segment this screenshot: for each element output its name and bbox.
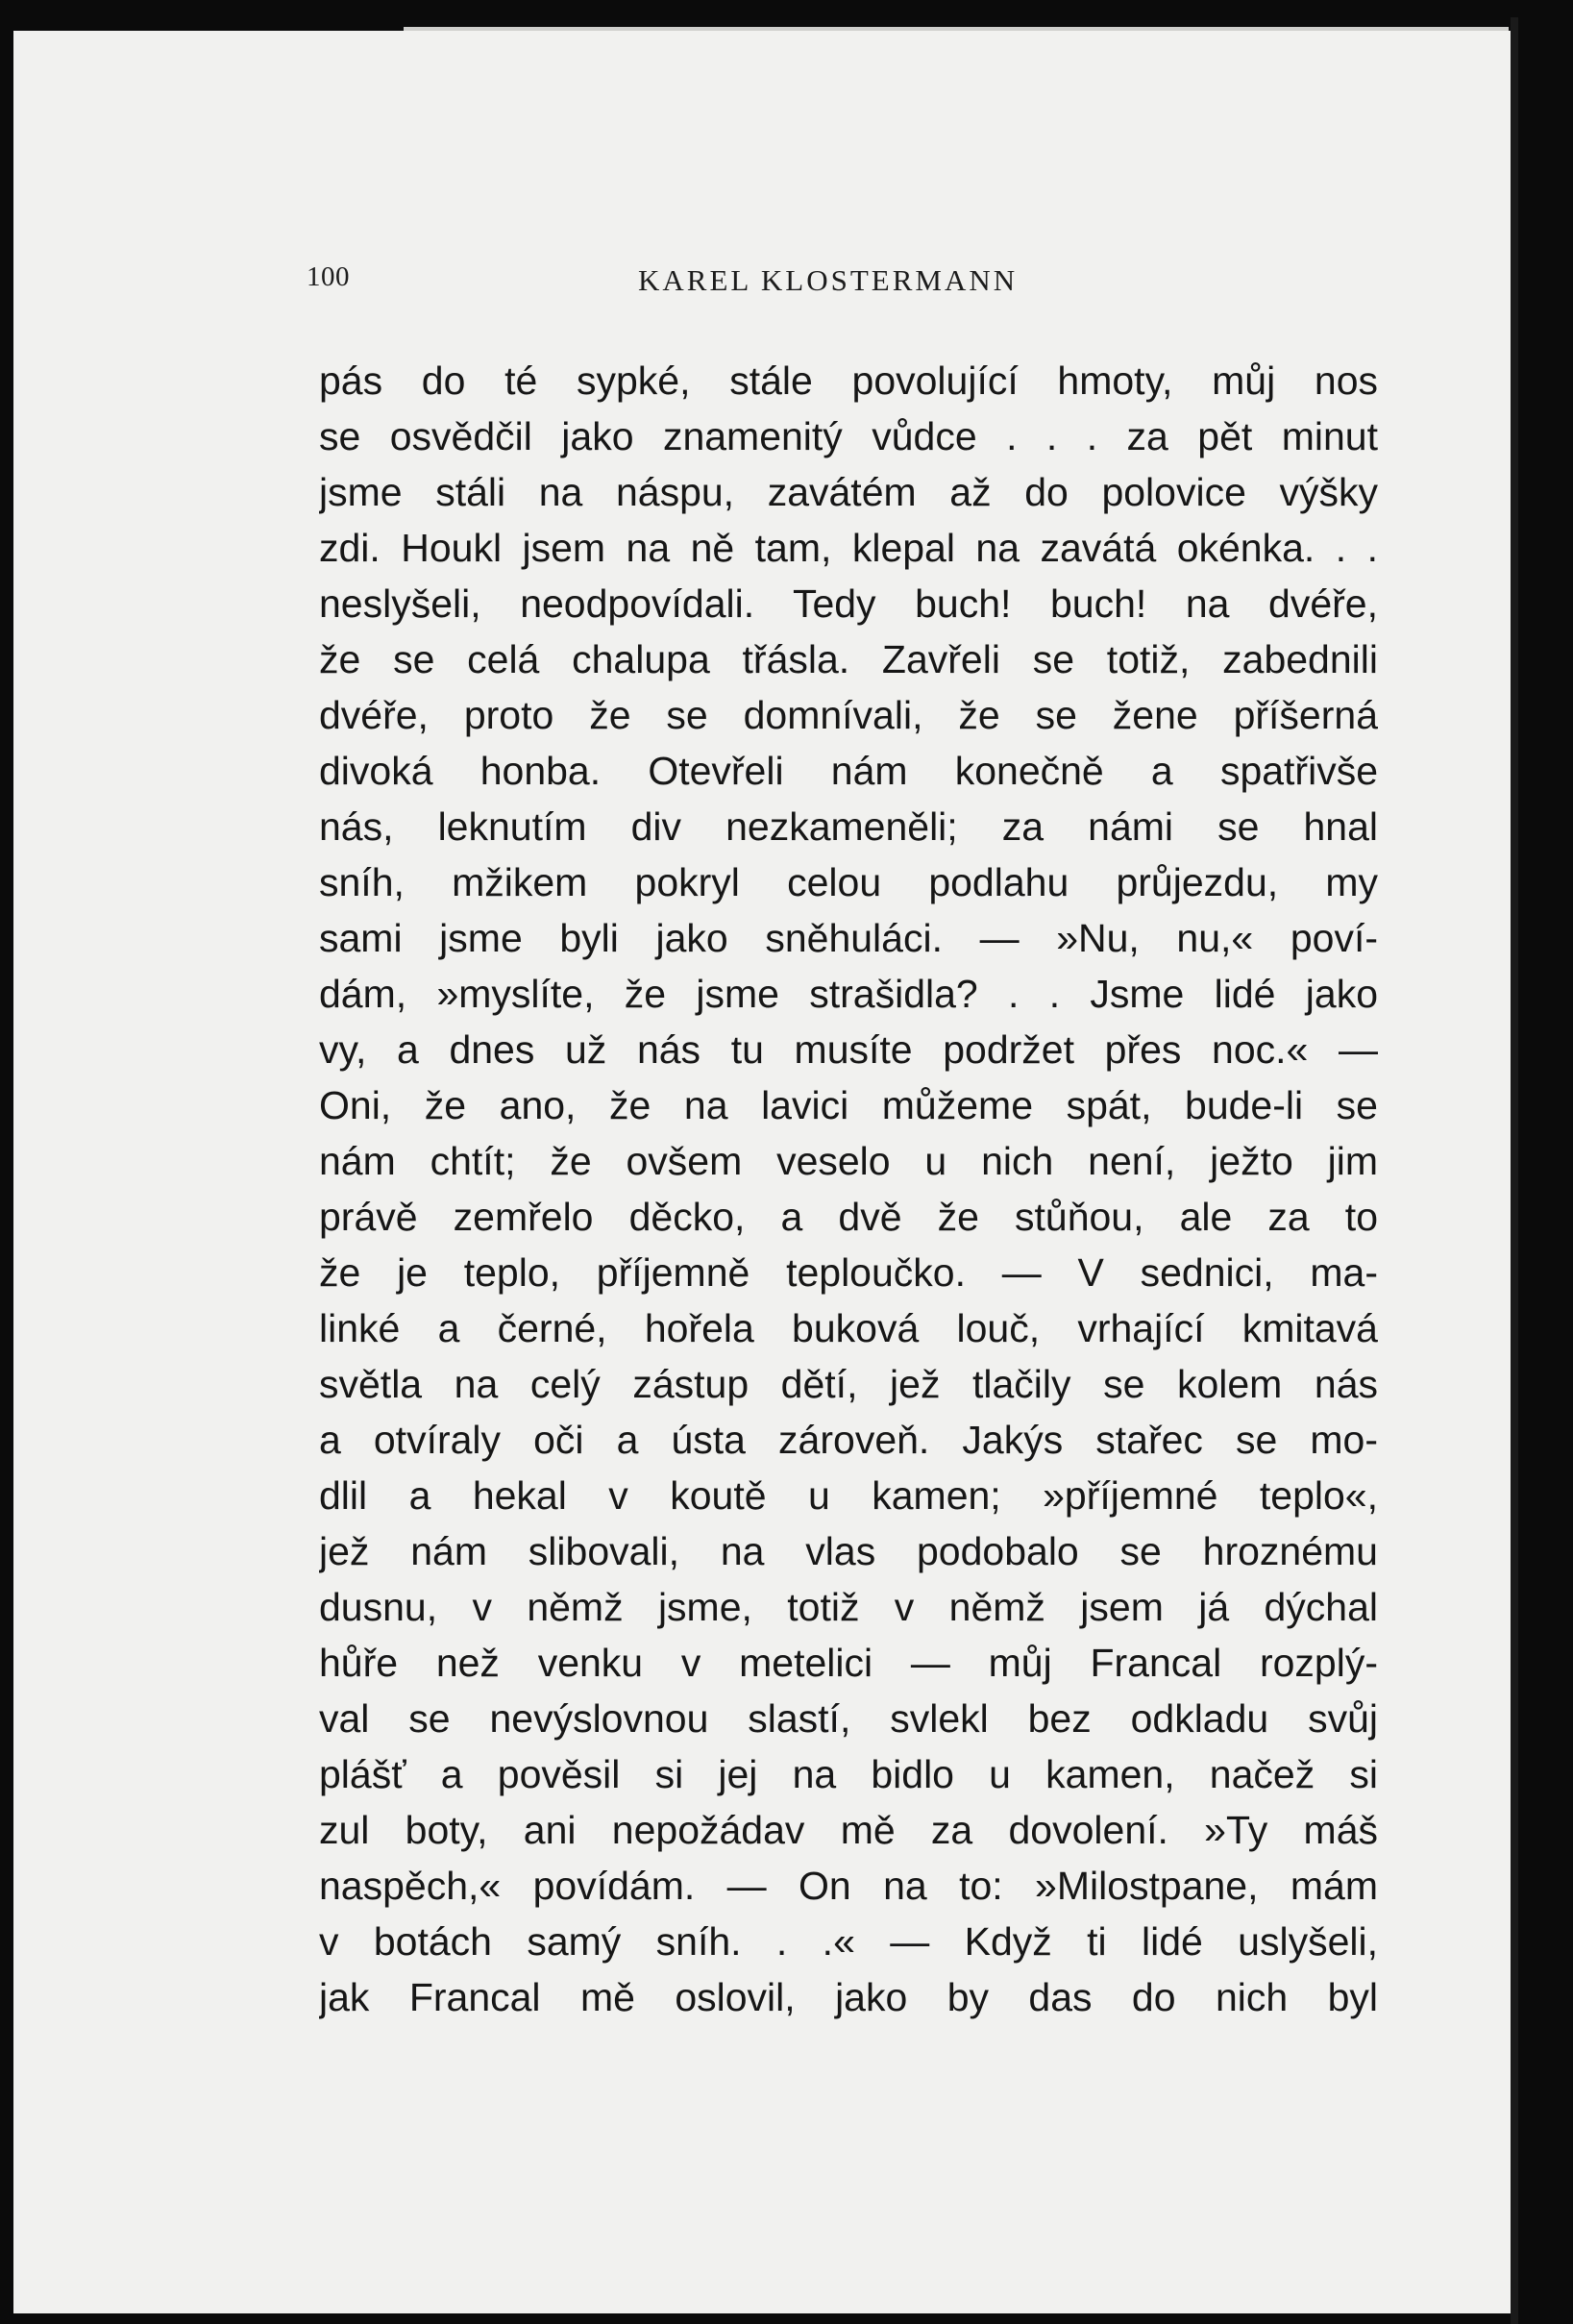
- text-line: sníh, mžikem pokryl celou podlahu průjezdu, my: [319, 860, 1378, 904]
- text-line: dlil a hekal v koutě u kamen; »příjemné teplo«,: [319, 1473, 1378, 1518]
- body-text: [319, 353, 1378, 2025]
- text-line: vy, a dnes už nás tu musíte podržet přes noc.« —: [319, 1027, 1378, 1072]
- text-line: že se celá chalupa třásla. Zavřeli se totiž, zabednili: [319, 637, 1378, 681]
- text-line: naspěch,« povídám. — On na to: »Milostpane, mám: [319, 1864, 1378, 1908]
- page-sheet: [13, 31, 1511, 2313]
- page-fore-edge: [1511, 17, 1518, 2324]
- text-line: že je teplo, příjemně teploučko. — V sednici, ma-: [319, 1250, 1378, 1295]
- text-line: jsme stáli na náspu, zavátém až do polovice výšky: [319, 470, 1378, 514]
- text-line: sami jsme byli jako sněhuláci. — »Nu, nu,« poví-: [319, 916, 1378, 960]
- text-line: a otvíraly oči a ústa zároveň. Jakýs stařec se mo-: [319, 1418, 1378, 1462]
- scan-background: [1518, 10, 1573, 2324]
- text-line: nás, leknutím div nezkameněli; za námi se hnal: [319, 804, 1378, 849]
- text-line: hůře než venku v metelici — můj Francal rozplý-: [319, 1641, 1378, 1685]
- page-number: 100: [307, 261, 350, 292]
- text-line: val se nevýslovnou slastí, svlekl bez odkladu svůj: [319, 1696, 1378, 1741]
- text-line: zdi. Houkl jsem na ně tam, klepal na zavátá okénka. . .: [319, 526, 1378, 570]
- text-line: Oni, že ano, že na lavici můžeme spát, bude-li se: [319, 1083, 1378, 1127]
- text-line: nám chtít; že ovšem veselo u nich není, ježto jim: [319, 1139, 1378, 1183]
- running-header: [13, 261, 1511, 300]
- text-line: dusnu, v němž jsme, totiž v němž jsem já dýchal: [319, 1585, 1378, 1629]
- text-line: divoká honba. Otevřeli nám konečně a spatřivše: [319, 749, 1378, 793]
- text-line: zul boty, ani nepožádav mě za dovolení. »Ty máš: [319, 1808, 1378, 1852]
- text-line: neslyšeli, neodpovídali. Tedy buch! buch! na dvéře,: [319, 581, 1378, 626]
- text-line: pás do té sypké, stále povolující hmoty, můj nos: [319, 358, 1378, 403]
- text-line: linké a černé, hořela buková louč, vrhající kmitavá: [319, 1306, 1378, 1350]
- text-line: plášť a pověsil si jej na bidlo u kamen, načež si: [319, 1752, 1378, 1796]
- running-title: KAREL KLOSTERMANN: [638, 263, 1019, 297]
- text-line: dvéře, proto že se domnívali, že se žene příšerná: [319, 693, 1378, 737]
- text-line: se osvědčil jako znamenitý vůdce . . . za pět minut: [319, 414, 1378, 458]
- text-line: jak Francal mě oslovil, jako by das do nich byl: [319, 1975, 1378, 2019]
- text-line: světla na celý zástup dětí, jež tlačily se kolem nás: [319, 1362, 1378, 1406]
- text-line: právě zemřelo děcko, a dvě že stůňou, ale za to: [319, 1195, 1378, 1239]
- text-line: v botách samý sníh. . .« — Když ti lidé uslyšeli,: [319, 1919, 1378, 1964]
- text-line: jež nám slibovali, na vlas podobalo se hroznému: [319, 1529, 1378, 1573]
- text-line: dám, »myslíte, že jsme strašidla? . . Jsme lidé jako: [319, 972, 1378, 1016]
